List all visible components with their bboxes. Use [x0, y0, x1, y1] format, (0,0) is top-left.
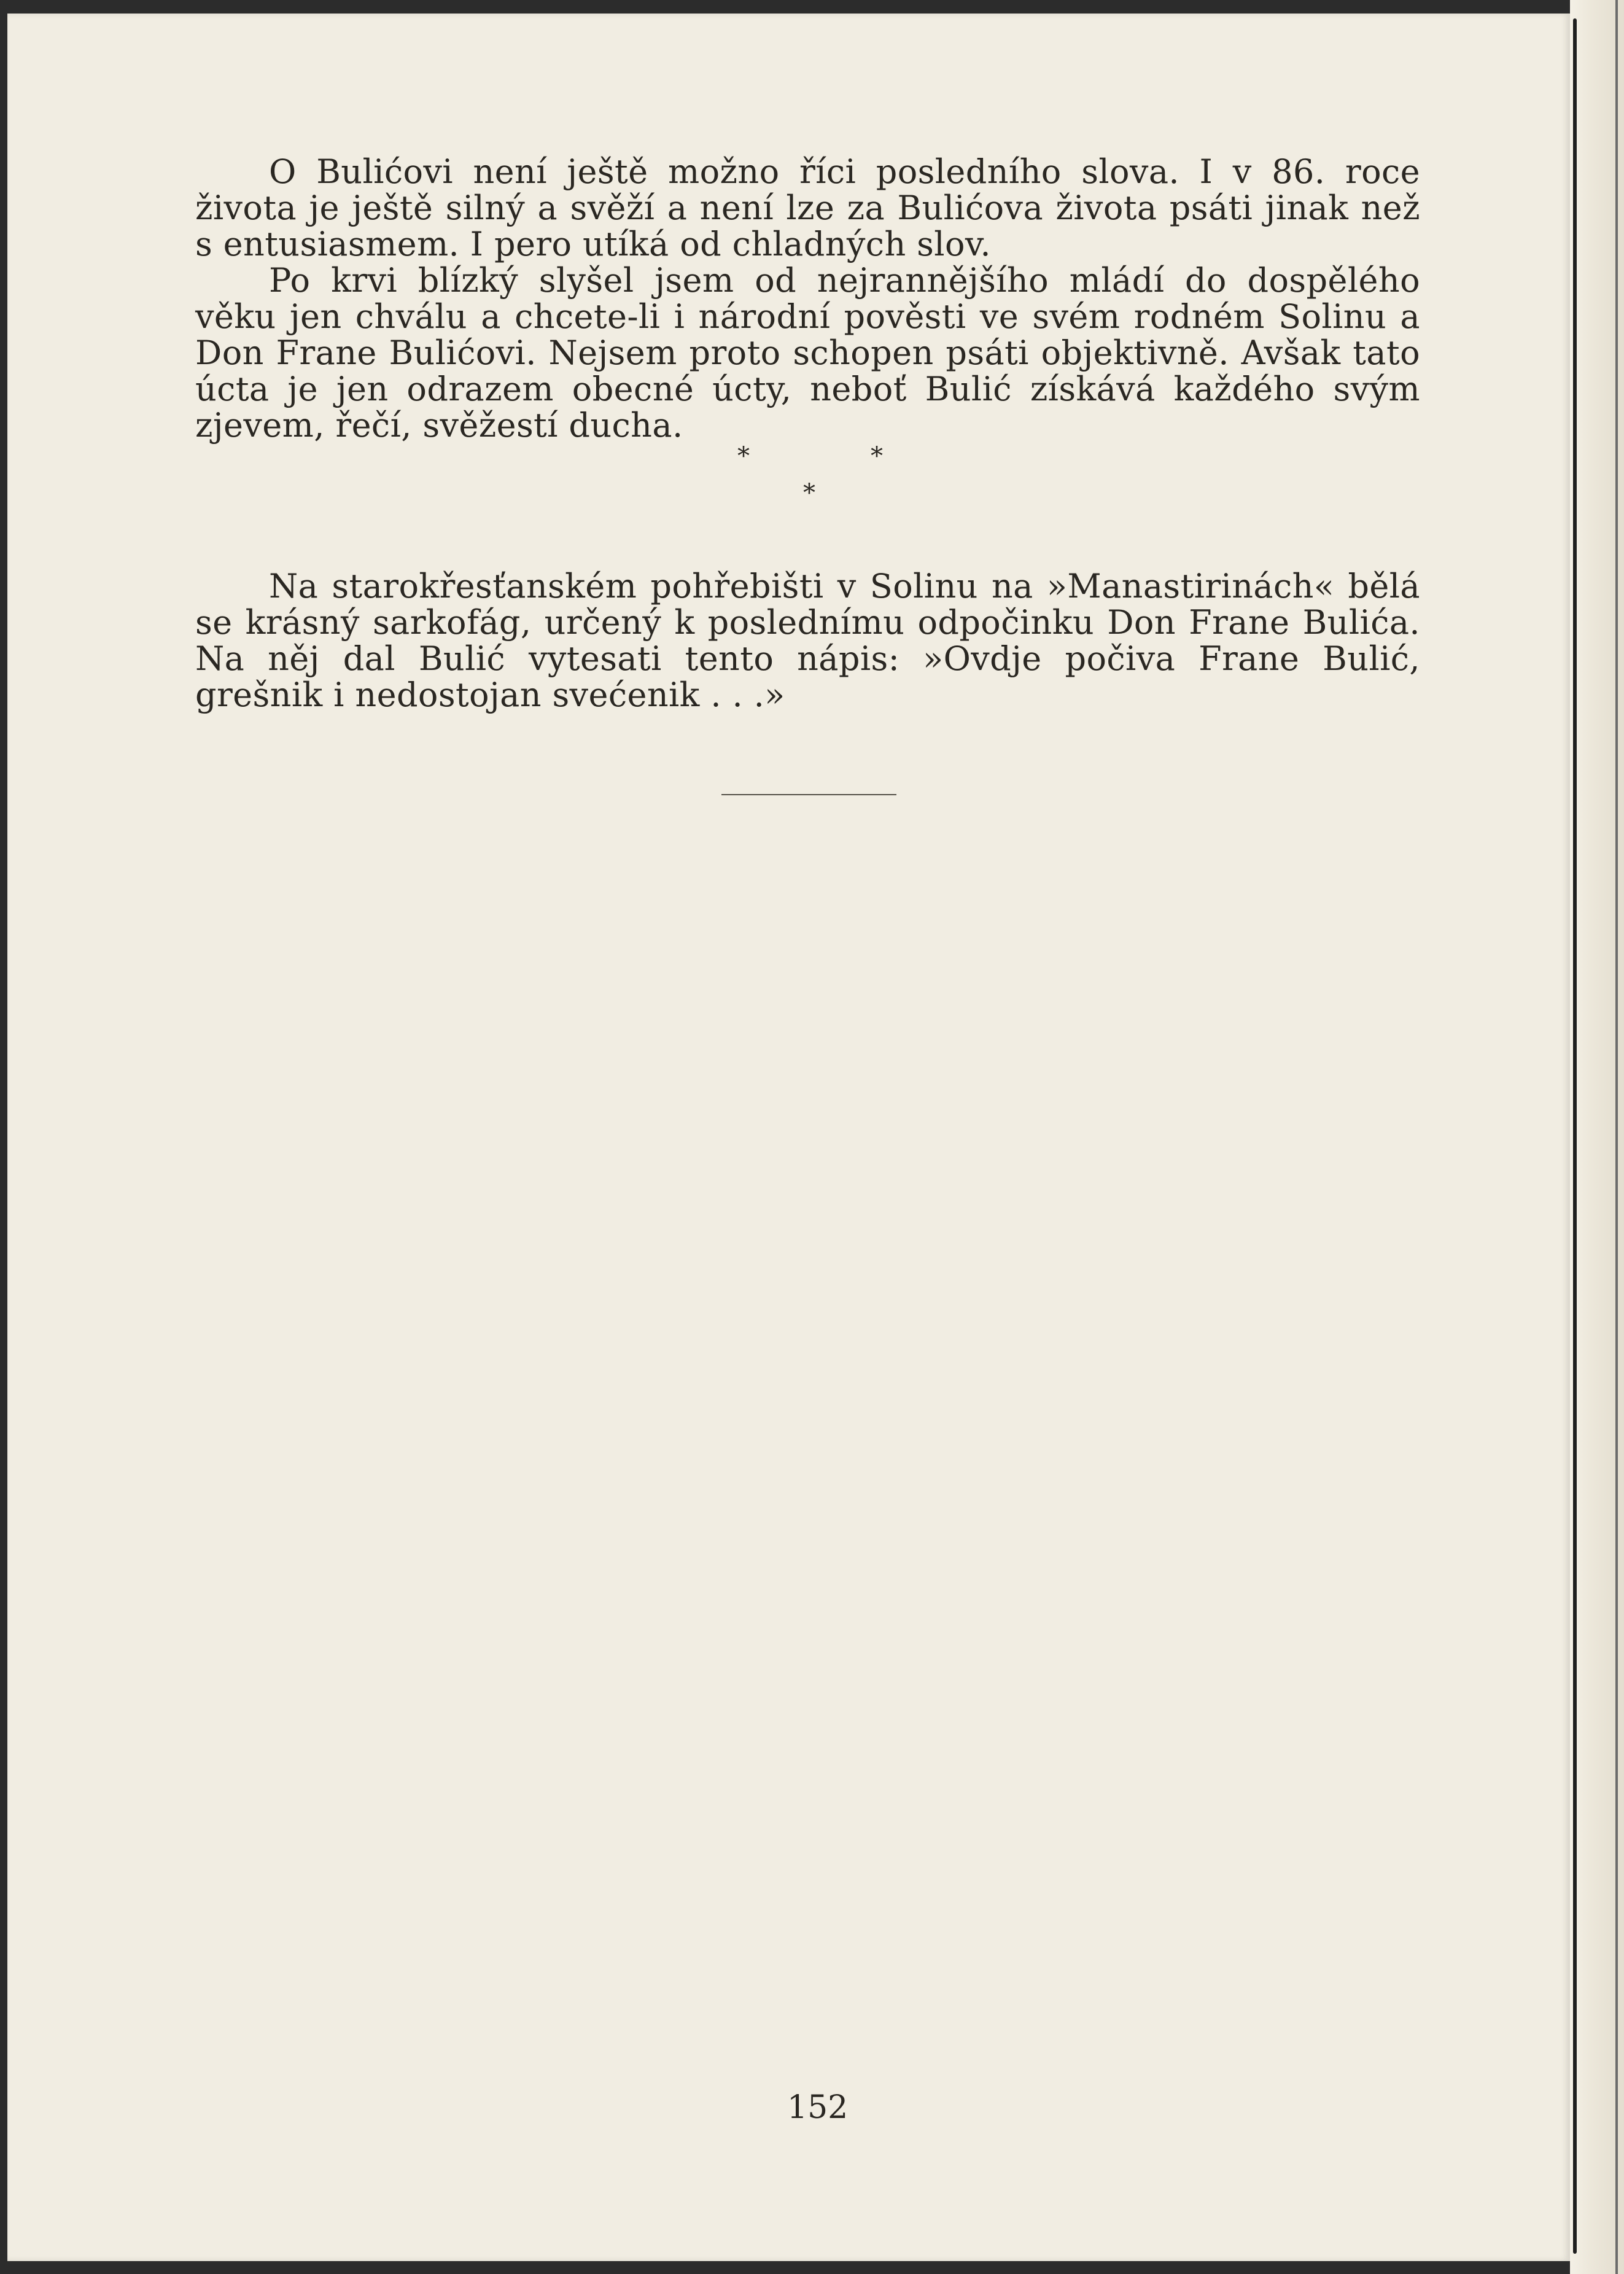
body-text: [195, 154, 1420, 517]
asterism: [195, 443, 1420, 517]
asterism-star: *: [803, 479, 816, 507]
binding-edge: [1573, 18, 1577, 2254]
closing-text: [195, 568, 1420, 713]
paragraph-3: Na starokřesťanském pohřebišti v Solinu na »Manastirinách« bělá se krásný sarkofág, určený k poslednímu odpočinku Don Frane Bulića. Na něj dal Bulić vytesati tento nápis: »Ovdje počiva Frane Bulić, grešnik i nedostojan svećenik . . .»: [195, 567, 1420, 714]
page-number: 152: [787, 2089, 849, 2126]
paragraph-2: Po krvi blízký slyšel jsem od nejrannějšího mládí do dospělého věku jen chválu a chcete-li i národní pověsti ve svém rodném Solinu a Don Frane Bulićovi. Nejsem proto schopen psáti objektivně. Avšak tato úcta je jen odrazem obecné úcty, neboť Bulić získává každého svým zjevem, řečí, svěžestí ducha.: [195, 261, 1420, 445]
page-edge: [1570, 0, 1624, 2274]
scan-border: [1615, 0, 1618, 2274]
section-rule: [721, 794, 896, 795]
asterism-star: *: [737, 442, 750, 470]
asterism-star: *: [871, 442, 884, 470]
paragraph-1: O Bulićovi není ještě možno říci posledního slova. I v 86. roce života je ještě silný a svěží a není lze za Bulićova života psáti jinak než s entusiasmem. I pero utíká od chladných slov.: [195, 152, 1420, 263]
